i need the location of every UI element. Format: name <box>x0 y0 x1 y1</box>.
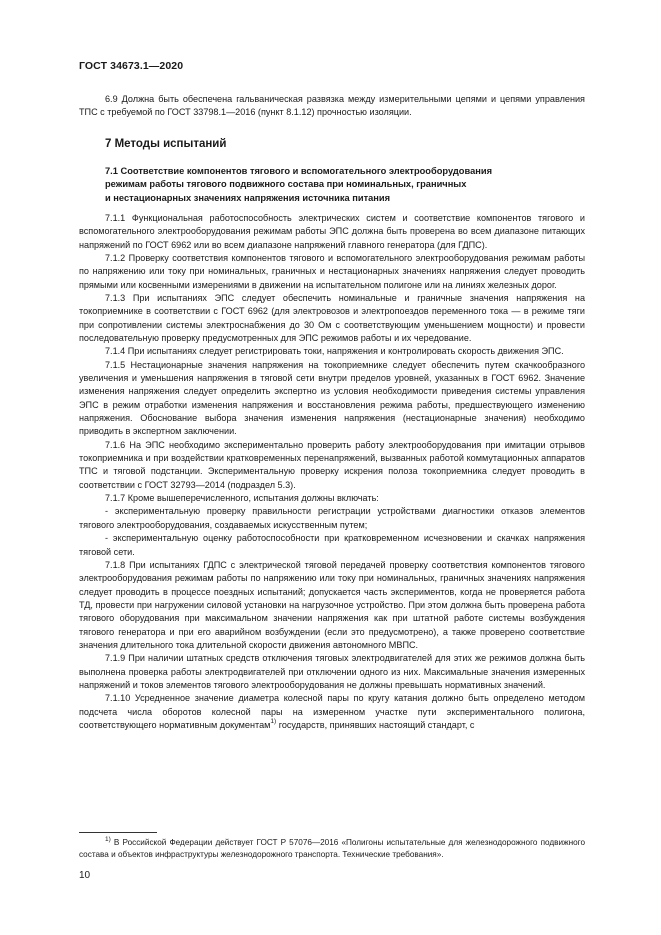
footnote-divider <box>79 832 157 833</box>
page-body <box>79 93 585 732</box>
footnote-text: В Российской Федерации действует ГОСТ Р 57076—2016 «Полигоны испытательные для железнодорожного подвижного состава и объектов инфраструктуры железнодорожного транспорта. Технические требования». <box>79 838 585 859</box>
list-item: - экспериментальную проверку правильности регистрации устройствами диагностики отказов элементов тягового электрооборудования, создаваемых искусственным путем; <box>79 506 585 530</box>
clause-text: 7.1.10 Усредненное значение диаметра колесной пары по кругу катания должно быть определено методом подсчета числа оборотов колесной пары на измеренном участке пути экспериментального полигона, соответствующего нормативным документам <box>79 693 585 730</box>
clause-7-1-4: 7.1.4 При испытаниях следует регистрировать токи, напряжения и контролировать скорость движения ЭПС. <box>105 346 564 357</box>
clause-7-1-9: 7.1.9 При наличии штатных средств отключения тяговых электродвигателей для этих же режимов должна быть выполнена проверка работы электродвигателей при отключении одного из них. Максимальные значения измеренных напряжений и токов элементов тягового электрооборудования не должны превышать нормативных значений. <box>79 653 585 690</box>
subsection-title-line: и нестационарных значениях напряжения источника питания <box>105 192 391 203</box>
clause-text: государств, принявших настоящий стандарт, с <box>276 719 475 730</box>
clause-7-1-7: 7.1.7 Кроме вышеперечисленного, испытания должны включать: <box>105 493 379 504</box>
clause-7-1-2: 7.1.2 Проверку соответствия компонентов тягового и вспомогательного электрооборудования режимам работы по напряжению или току при номинальных, граничных и нестационарных значениях напряжения следует проводить прямыми или косвенными измерениями в движении на испытательном полигоне или на линиях железных дорог. <box>79 252 585 290</box>
subsection-title <box>105 165 585 205</box>
footnote <box>79 837 585 861</box>
footnote-ref: 1) <box>270 718 277 726</box>
clause-7-1-3: 7.1.3 При испытаниях ЭПС следует обеспечить номинальные и граничные значения напряжения на токоприемнике в соответствии с ГОСТ 6962 (для электровозов и электропоездов переменного тока — в режиме тяги при сопротивлении системы электроснабжения до 30 Ом с соответствующим уменьшением мощности) и провести последовательную проверку предусмотренных для ЭПС режимов работы и их чередование. <box>79 292 585 343</box>
clause-7-1-1: 7.1.1 Функциональная работоспособность электрических систем и соответствие компонентов тягового и вспомогательного электрооборудования режимам работы ЭПС должна быть проверена во всем диапазоне питающих напряжений по ГОСТ 6962 или во всем диапазоне напряжений главного генератора (для ГДПС). <box>79 212 585 250</box>
clause-7-1-5: 7.1.5 Нестационарные значения напряжения на токоприемнике следует обеспечить путем скачкообразного увеличения и уменьшения напряжения в тяговой сети внутри пределов уровней, указанных в ГОСТ 6962. Значение изменения напряжения следует определить экспертно из условия необходимости приведения системы управления ЭПС в режим отработки изменения напряжения и восстановления режима работы, предшествующего изменению напряжения. Обоснование выбора значения изменения напряжения (нестационарные значения) необходимо приводить в экспертном заключении. <box>79 359 585 437</box>
section-title: 7 Методы испытаний <box>105 137 227 150</box>
subsection-title-line: 7.1 Соответствие компонентов тягового и вспомогательного электрооборудования <box>105 165 493 176</box>
subsection-title-line: режимам работы тягового подвижного состава при номинальных, граничных <box>105 179 467 190</box>
footnote-mark: 1) <box>105 835 111 843</box>
page-number: 10 <box>79 870 91 881</box>
clause-7-1-6: 7.1.6 На ЭПС необходимо экспериментально проверить работу электрооборудования при имитации отрывов токоприемника и при воздействии кратковременных перенапряжений, вызванных работой коммутационных аппаратов ТПС и тяговой подстанции. Экспериментальную проверку искрения полоза токоприемника следует проводить в соответствии с ГОСТ 32793—2014 (подраздел 5.3). <box>79 439 585 490</box>
clause-7-1-10 <box>79 692 585 732</box>
clause-7-1-8: 7.1.8 При испытаниях ГДПС с электрической тяговой передачей проверку соответствия компонентов тягового электрооборудования режимам работы по напряжению или току при номинальных, граничных значениях напряжения следует проводить в процессе поездных испытаний; допускается часть экспериментов, когда не проверяется работа ТД, провести при нагружении силовой установки на нагрузочное устройство. При этом должна быть проверена работа тягового оборудования при максимальном значении напряжения как при штатной работе системы возбуждения тягового генератора и при его аварийном возбуждении (если это предусмотрено), а также проверено соответствие значения длительного тока длительной скорости движения автономного МВПС. <box>79 559 585 650</box>
clause-6-9: 6.9 Должна быть обеспечена гальваническая развязка между измерительными цепями и цепями управления ТПС с требуемой по ГОСТ 33798.1—2016 (пункт 8.1.12) прочностью изоляции. <box>79 94 585 118</box>
list-item: - экспериментальную оценку работоспособности при кратковременном исчезновении и скачках напряжения тяговой сети. <box>79 533 585 557</box>
document-header: ГОСТ 34673.1—2020 <box>79 60 184 72</box>
